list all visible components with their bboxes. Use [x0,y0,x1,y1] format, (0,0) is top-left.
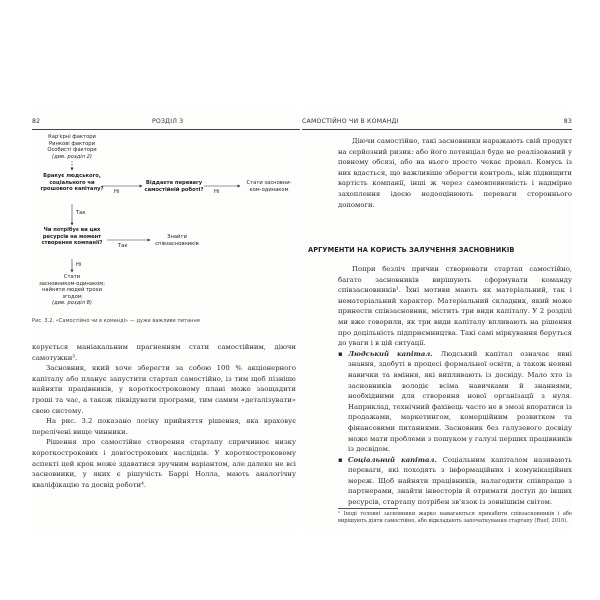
bullet-marker: ▪ [338,349,343,358]
yes-label: Так [76,210,86,216]
outcome-hire-later: Стати засновником-одинаком; найняти людей трохи згодом (див. розділ 8) [39,274,105,307]
bullet-social-capital [338,455,572,508]
bullet-text: Соціальним капіталом називають переваги, які походять з інформаційних і комунікаційних мереж. Щоб найняти працівників, налагодити співпрацю з партнерами, знайти інвесторів й отримати доступ до інших ресурсів, стартапу потрібен зв'язок із зовнішнім світом. [348,455,572,507]
bullet-marker: ▪ [338,455,343,464]
section-heading: АРГУМЕНТИ НА КОРИСТЬ ЗАЛУЧЕННЯ ЗАСНОВНИКІВ [308,246,515,254]
bullet-title: Соціальний капітал. [348,455,437,464]
bullet-text: Людський капітал означає явні знання, здобуті в процесі формальної освіти, а також неявні навички та вміння, які випливають із досвіду. Мало хто із засновників володіє всіма навичками й знаннями, необхідними для створення нової організації з нуля. Наприклад, технічний фахівець часто не в змозі впоратися із продажами, маркетингом, комерційним розвитком та фінансовими питаннями. Засновник без галузевого досвіду може мати проблеми з пошуком у галузі перших працівників із досвідом. [348,349,572,454]
bullet-human-capital [338,349,572,455]
question-need-resources: Чи потрібує ви цих ресурсів на момент створення компанії? [41,227,103,247]
question-lacking-capital: Бракує людського, соціального чи грошового капіталу? [40,173,104,193]
factors-ref: (див. розділ 2) [52,153,92,160]
q1-no-label: Ні [114,189,120,195]
paragraph: На рис. 3.2 показано логіку прийняття рішення, яка враховує перелічені вище чинники. [32,417,296,436]
paragraph: керується маніакальним прагненням стати самостійним, діючи самотужки³. [32,343,296,362]
paragraph: Попри безліч причин створювати стартап самостійно, багато засновників вирішують сформувати команду співзасновників¹. Їхні мотиви мають як матеріальний, так і нематеріальний характер. Матеріальний складник, який може принести співзасновник, містить три види капіталу. У 2 розділі ми вже говорили, як три види капіталу впливають на рішення про доцільність підприємництва. Такі самі міркування беруться до уваги і в цій ситуації. [338,265,572,348]
figure-caption: Рис. 3.2. «Самостійно чи в команді» — дуже важливе питання [32,318,200,324]
header-rule [302,129,572,130]
outcome-find-cofounders: Знайти співзасновників [155,234,199,247]
page-number: 82 [32,118,41,125]
page-number: 83 [563,118,572,125]
factor-career: Кар'єрні фактори [48,134,96,140]
running-head: САМОСТІЙНО ЧИ В КОМАНДІ [302,118,399,125]
footnote: ¹ Іноді головні засновники жарко намагаються прикабити співзасновників і або вирішують діяти самостійно, або відкладають започаткування стартапу (Ruef, 2010). [338,511,572,524]
bullet-title: Людський капітал. [348,349,433,358]
factors-box [42,134,102,160]
factor-market: Ринкові фактори [49,140,95,147]
question-prefer-solo: Віддаєте перевагу самостійній роботі? [144,180,204,193]
footnote-rule [338,508,398,509]
q2-no-label: Ні [214,189,220,195]
left-body-text [32,342,296,490]
q3-no-label: Ні [76,262,82,268]
running-head: РОЗДІЛ 3 [152,118,184,125]
q3-yes-label: Так [118,243,128,249]
right-section-text [338,264,572,508]
factor-personal: Особисті фактори [47,147,97,154]
right-intro-text [338,136,572,210]
right-page [302,110,572,530]
outcome-solo-founder: Стати засновни- ком-одинаком [246,180,292,193]
paragraph: Діючи самостійно, такі засновники наражають свій продукт на серйозний ризик: або його потенціал буде не реалізований у повному обсязі, або на нього просто чекає провал. Комусь із них вдасться, що важливіше зберегти контроль, ніж підвищити вартість компанії, інші ж через самовпевненість і надмірне захоплення ідеєю недооцінюють переваги стороннього допомоги. [338,137,572,209]
paragraph: Рішення про самостійне створення стартапу спричинює низку короткострокових і довгострокових наслідків. У короткостроковому аспекті цей крок може здаватися зручним варіантом, але далеко не всі засновники, у якиx є рішучість Баррі Нолла, мають аналогічну кваліфікацію та досвід роботи⁴. [32,438,296,489]
paragraph: Засновник, який хоче зберегти за собою 100 % акціонерного капіталу або планує запустити стартап самостійно, із тим щоб пізніше найняти працівників, у короткостроковому плані може заощадити гроші та час, а також ліквідувати програми, тим самим «деталізувати» свою систему. [32,364,296,415]
left-page [32,110,300,530]
